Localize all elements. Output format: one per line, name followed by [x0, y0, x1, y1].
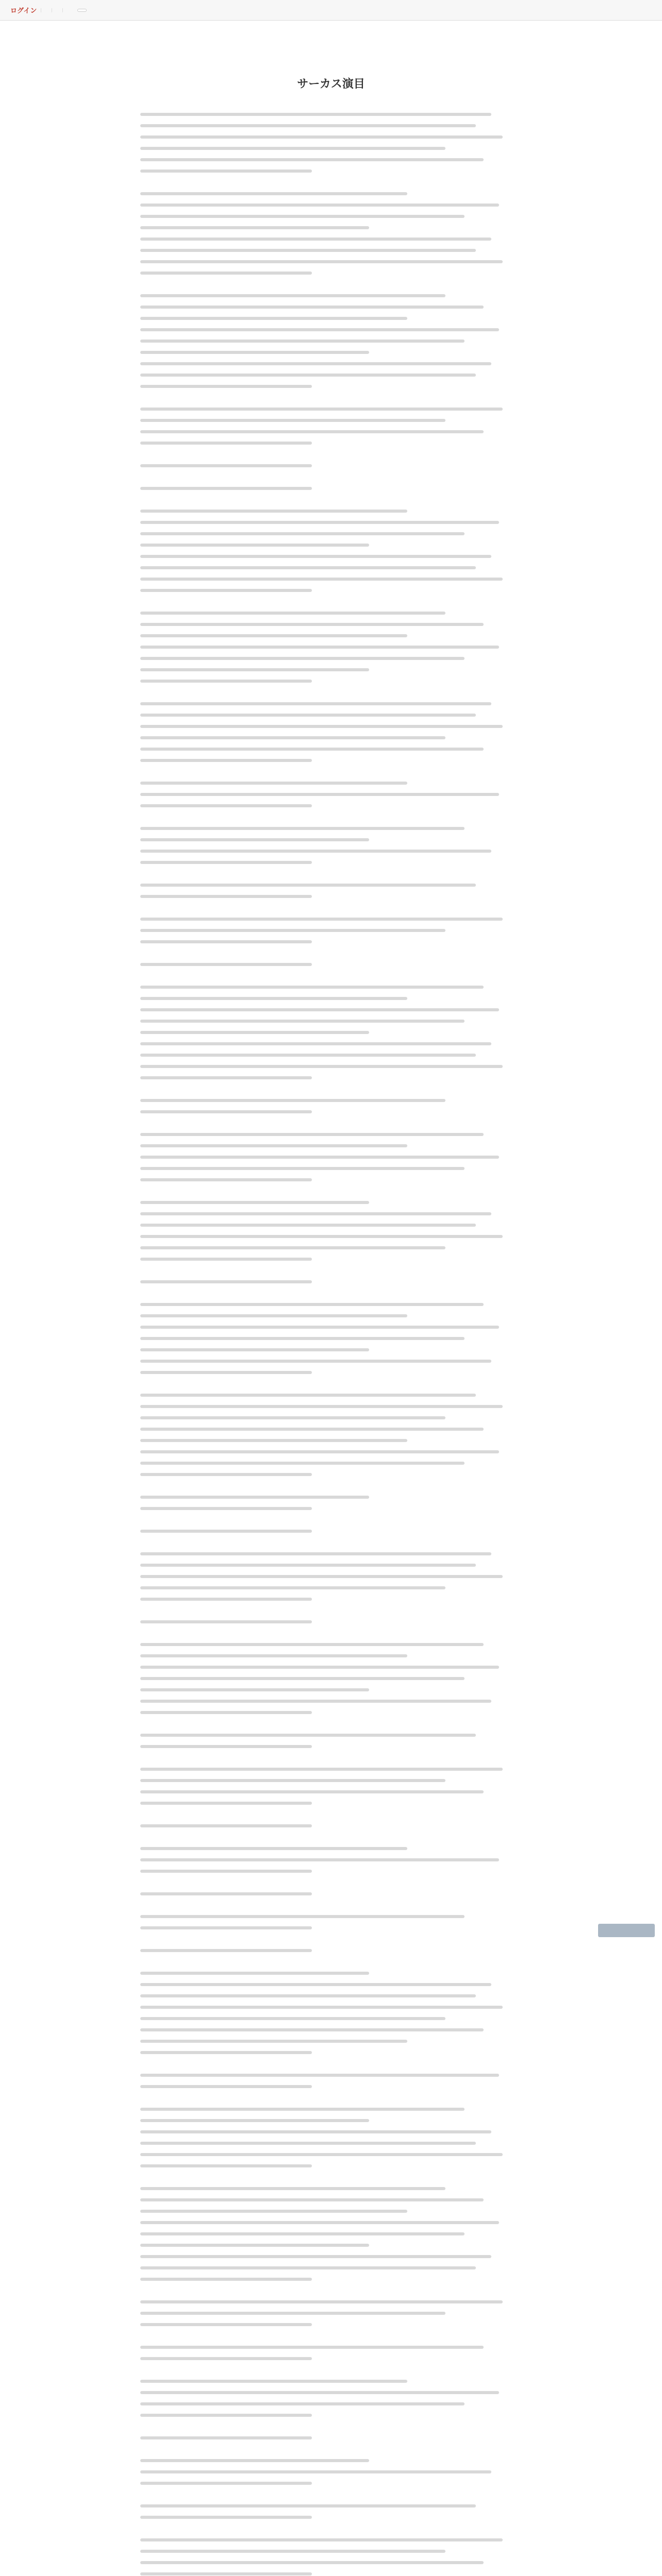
text-line-placeholder [140, 2126, 522, 2138]
text-line-placeholder [140, 1571, 522, 1582]
text-line-placeholder [140, 1786, 522, 1798]
body-paragraph [120, 505, 542, 596]
text-line-placeholder [140, 891, 522, 902]
text-line-placeholder [140, 222, 522, 233]
body-paragraph [120, 1820, 542, 1832]
text-line-placeholder [140, 1310, 522, 1321]
nav-item-2[interactable] [52, 8, 62, 12]
text-line-placeholder [140, 1061, 522, 1072]
text-line-placeholder [140, 165, 522, 177]
text-line-placeholder [140, 2183, 522, 2194]
nav-item-1[interactable] [41, 8, 52, 12]
text-line-placeholder [140, 1151, 522, 1163]
text-line-placeholder [140, 256, 522, 267]
sidebar-tag[interactable] [598, 1924, 655, 1937]
body-paragraph [120, 1639, 542, 1718]
text-line-placeholder [140, 1820, 522, 1832]
text-line-placeholder [140, 1299, 522, 1310]
body-paragraph [120, 1968, 542, 2058]
text-line-placeholder [140, 1253, 522, 1265]
body-paragraph [120, 403, 542, 449]
text-line-placeholder [140, 1492, 522, 1503]
text-line-placeholder [140, 335, 522, 347]
text-line-placeholder [140, 664, 522, 675]
text-line-placeholder [140, 2251, 522, 2262]
text-line-placeholder [140, 1412, 522, 1423]
text-line-placeholder [140, 789, 522, 800]
text-line-placeholder [140, 2296, 522, 2308]
body-paragraph [120, 777, 542, 811]
menu-button[interactable] [648, 8, 656, 12]
text-line-placeholder [140, 2262, 522, 2274]
chapter-body [120, 109, 542, 2576]
text-line-placeholder [140, 1866, 522, 1877]
text-line-placeholder [140, 732, 522, 743]
text-line-placeholder [140, 1242, 522, 1253]
text-line-placeholder [140, 1038, 522, 1049]
body-paragraph [120, 1299, 542, 1378]
text-line-placeholder [140, 2376, 522, 2387]
text-line-placeholder [140, 1684, 522, 1696]
search-badge[interactable] [77, 9, 87, 12]
text-line-placeholder [140, 2047, 522, 2058]
text-line-placeholder [140, 1469, 522, 1480]
text-line-placeholder [140, 1072, 522, 1083]
text-line-placeholder [140, 1197, 522, 1208]
text-line-placeholder [140, 1582, 522, 1594]
text-line-placeholder [140, 2002, 522, 2013]
text-line-placeholder [140, 607, 522, 619]
text-line-placeholder [140, 1276, 522, 1287]
text-line-placeholder [140, 551, 522, 562]
text-line-placeholder [140, 1888, 522, 1900]
text-line-placeholder [140, 2308, 522, 2319]
text-line-placeholder [140, 709, 522, 721]
text-line-placeholder [140, 1355, 522, 1367]
text-line-placeholder [140, 2557, 522, 2568]
body-paragraph [120, 2455, 542, 2489]
text-line-placeholder [140, 585, 522, 596]
body-paragraph [120, 1095, 542, 1117]
text-line-placeholder [140, 1367, 522, 1378]
text-line-placeholder [140, 2206, 522, 2217]
text-line-placeholder [140, 483, 522, 494]
text-line-placeholder [140, 2138, 522, 2149]
text-line-placeholder [140, 154, 522, 165]
text-line-placeholder [140, 823, 522, 834]
body-paragraph [120, 879, 542, 902]
body-paragraph [120, 460, 542, 471]
text-line-placeholder [140, 2342, 522, 2353]
text-line-placeholder [140, 1673, 522, 1684]
text-line-placeholder [140, 800, 522, 811]
text-line-placeholder [140, 2410, 522, 2421]
text-line-placeholder [140, 245, 522, 256]
text-line-placeholder [140, 1979, 522, 1990]
text-line-placeholder [140, 505, 522, 517]
text-line-placeholder [140, 2546, 522, 2557]
text-line-placeholder [140, 2104, 522, 2115]
text-line-placeholder [140, 426, 522, 437]
text-line-placeholder [140, 1219, 522, 1231]
text-line-placeholder [140, 2115, 522, 2126]
text-line-placeholder [140, 211, 522, 222]
text-line-placeholder [140, 437, 522, 449]
text-line-placeholder [140, 2568, 522, 2576]
body-paragraph [120, 290, 542, 392]
text-line-placeholder [140, 1140, 522, 1151]
text-line-placeholder [140, 993, 522, 1004]
text-line-placeholder [140, 539, 522, 551]
text-line-placeholder [140, 1027, 522, 1038]
body-paragraph [120, 1276, 542, 1287]
text-line-placeholder [140, 2149, 522, 2160]
text-line-placeholder [140, 1321, 522, 1333]
text-line-placeholder [140, 2466, 522, 2478]
body-paragraph [120, 2070, 542, 2092]
text-line-placeholder [140, 981, 522, 993]
text-line-placeholder [140, 1764, 522, 1775]
text-line-placeholder [140, 1503, 522, 1514]
text-line-placeholder [140, 1854, 522, 1866]
text-line-placeholder [140, 1775, 522, 1786]
body-paragraph [120, 959, 542, 970]
text-line-placeholder [140, 2512, 522, 2523]
text-line-placeholder [140, 1095, 522, 1106]
body-paragraph [120, 1129, 542, 1185]
text-line-placeholder [140, 2194, 522, 2206]
text-line-placeholder [140, 1333, 522, 1344]
text-line-placeholder [140, 1458, 522, 1469]
text-line-placeholder [140, 562, 522, 573]
text-line-placeholder [140, 2432, 522, 2444]
text-line-placeholder [140, 403, 522, 415]
text-line-placeholder [140, 1344, 522, 1355]
text-line-placeholder [140, 2036, 522, 2047]
text-line-placeholder [140, 959, 522, 970]
body-paragraph [120, 2534, 542, 2576]
body-paragraph [120, 2500, 542, 2523]
text-line-placeholder [140, 2013, 522, 2024]
text-line-placeholder [140, 675, 522, 687]
text-line-placeholder [140, 460, 522, 471]
text-line-placeholder [140, 290, 522, 301]
chapter-nav [120, 43, 542, 61]
body-paragraph [120, 2183, 542, 2285]
text-line-placeholder [140, 1435, 522, 1446]
text-line-placeholder [140, 1843, 522, 1854]
text-line-placeholder [140, 301, 522, 313]
text-line-placeholder [140, 755, 522, 766]
body-paragraph [120, 1548, 542, 1605]
login-notice [120, 21, 542, 43]
text-line-placeholder [140, 528, 522, 539]
text-line-placeholder [140, 313, 522, 324]
text-line-placeholder [140, 777, 522, 789]
text-line-placeholder [140, 1639, 522, 1650]
body-paragraph [120, 1526, 542, 1537]
body-paragraph [120, 2376, 542, 2421]
text-line-placeholder [140, 2217, 522, 2228]
text-line-placeholder [140, 1650, 522, 1662]
text-line-placeholder [140, 1015, 522, 1027]
text-line-placeholder [140, 1548, 522, 1560]
text-line-placeholder [140, 1945, 522, 1956]
nav-item-3[interactable] [62, 8, 73, 12]
text-line-placeholder [140, 415, 522, 426]
text-line-placeholder [140, 1560, 522, 1571]
text-line-placeholder [140, 2160, 522, 2172]
body-paragraph [120, 1764, 542, 1809]
text-line-placeholder [140, 1446, 522, 1458]
text-line-placeholder [140, 743, 522, 755]
body-paragraph [120, 1389, 542, 1480]
text-line-placeholder [140, 1730, 522, 1741]
text-line-placeholder [140, 925, 522, 936]
body-paragraph [120, 981, 542, 1083]
text-line-placeholder [140, 2024, 522, 2036]
body-paragraph [120, 1492, 542, 1514]
body-paragraph [120, 1843, 542, 1877]
text-line-placeholder [140, 1594, 522, 1605]
text-line-placeholder [140, 2081, 522, 2092]
text-line-placeholder [140, 1174, 522, 1185]
text-line-placeholder [140, 143, 522, 154]
text-line-placeholder [140, 1049, 522, 1061]
text-line-placeholder [140, 1616, 522, 1628]
text-line-placeholder [140, 1707, 522, 1718]
text-line-placeholder [140, 381, 522, 392]
main-column [120, 21, 542, 2576]
text-line-placeholder [140, 2070, 522, 2081]
text-line-placeholder [140, 2240, 522, 2251]
text-line-placeholder [140, 641, 522, 653]
text-line-placeholder [140, 233, 522, 245]
body-paragraph [120, 1197, 542, 1265]
body-paragraph [120, 2104, 542, 2172]
text-line-placeholder [140, 698, 522, 709]
text-line-placeholder [140, 1922, 522, 1934]
chapter-count [120, 61, 542, 72]
text-line-placeholder [140, 1401, 522, 1412]
text-line-placeholder [140, 1696, 522, 1707]
text-line-placeholder [140, 2478, 522, 2489]
body-paragraph [120, 2342, 542, 2364]
login-link[interactable]: ログイン [10, 7, 37, 15]
text-line-placeholder [140, 879, 522, 891]
body-paragraph [120, 698, 542, 766]
text-line-placeholder [140, 1389, 522, 1401]
text-line-placeholder [140, 2319, 522, 2330]
body-paragraph [120, 188, 542, 279]
text-line-placeholder [140, 324, 522, 335]
text-line-placeholder [140, 630, 522, 641]
top-nav-bar [0, 0, 662, 21]
text-line-placeholder [140, 845, 522, 857]
text-line-placeholder [140, 199, 522, 211]
text-line-placeholder [140, 517, 522, 528]
text-line-placeholder [140, 1741, 522, 1752]
text-line-placeholder [140, 369, 522, 381]
body-paragraph [120, 1945, 542, 1956]
text-line-placeholder [140, 2274, 522, 2285]
text-line-placeholder [140, 188, 522, 199]
text-line-placeholder [140, 2228, 522, 2240]
text-line-placeholder [140, 2387, 522, 2398]
text-line-placeholder [140, 2500, 522, 2512]
text-line-placeholder [140, 2534, 522, 2546]
text-line-placeholder [140, 573, 522, 585]
text-line-placeholder [140, 1129, 522, 1140]
text-line-placeholder [140, 1004, 522, 1015]
text-line-placeholder [140, 721, 522, 732]
body-paragraph [120, 109, 542, 177]
text-line-placeholder [140, 1163, 522, 1174]
text-line-placeholder [140, 913, 522, 925]
text-line-placeholder [140, 1798, 522, 1809]
text-line-placeholder [140, 834, 522, 845]
text-line-placeholder [140, 1662, 522, 1673]
text-line-placeholder [140, 267, 522, 279]
body-paragraph [120, 2296, 542, 2330]
text-line-placeholder [140, 131, 522, 143]
body-paragraph [120, 913, 542, 947]
text-line-placeholder [140, 857, 522, 868]
text-line-placeholder [140, 120, 522, 131]
text-line-placeholder [140, 347, 522, 358]
chapter-title: サーカス演目 [297, 78, 365, 91]
text-line-placeholder [140, 109, 522, 120]
text-line-placeholder [140, 2398, 522, 2410]
body-paragraph [120, 2432, 542, 2444]
body-paragraph [120, 823, 542, 868]
text-line-placeholder [140, 1526, 522, 1537]
text-line-placeholder [140, 1968, 522, 1979]
body-paragraph [120, 607, 542, 687]
body-paragraph [120, 1911, 542, 1934]
text-line-placeholder [140, 1911, 522, 1922]
body-paragraph [120, 1730, 542, 1752]
body-paragraph [120, 1616, 542, 1628]
text-line-placeholder [140, 1423, 522, 1435]
body-paragraph [120, 483, 542, 494]
text-line-placeholder [140, 1208, 522, 1219]
text-line-placeholder [140, 653, 522, 664]
text-line-placeholder [140, 1231, 522, 1242]
text-line-placeholder [140, 2353, 522, 2364]
text-line-placeholder [140, 358, 522, 369]
text-line-placeholder [140, 2455, 522, 2466]
text-line-placeholder [140, 1106, 522, 1117]
text-line-placeholder [140, 936, 522, 947]
text-line-placeholder [140, 619, 522, 630]
body-paragraph [120, 1888, 542, 1900]
text-line-placeholder [140, 1990, 522, 2002]
